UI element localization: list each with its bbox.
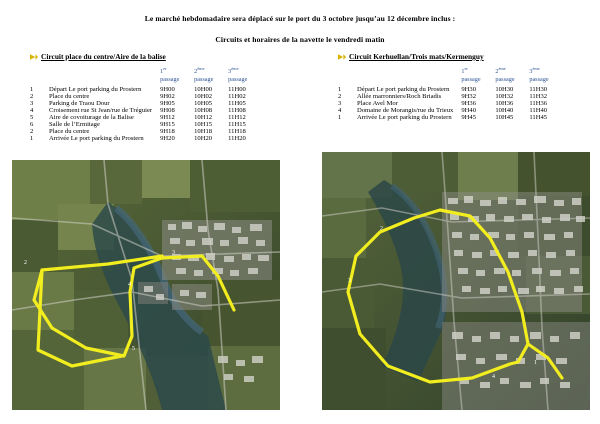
row-time-1: 9H40 <box>461 107 476 115</box>
row-time-1: 9H20 <box>160 135 175 143</box>
map-right <box>322 152 590 410</box>
row-time-2: 10H20 <box>194 135 213 143</box>
row-number: 1 <box>338 114 342 122</box>
schedule-table-right <box>338 66 563 121</box>
table-header-row <box>338 66 563 76</box>
header-passage-3-ord: 3ème <box>228 66 239 76</box>
row-number: 1 <box>30 86 34 94</box>
row-time-1: 9H18 <box>160 128 175 136</box>
map-marker-label: 3 <box>172 250 175 256</box>
row-number: 2 <box>30 128 34 136</box>
row-stop: Place du centre <box>49 128 90 136</box>
header-passage-3-word: passage <box>228 76 248 84</box>
map-marker-label: 1 <box>534 360 537 366</box>
header-passage-3-word: passage <box>529 76 549 84</box>
table-row <box>30 128 262 135</box>
row-time-2: 10H05 <box>194 100 213 108</box>
row-time-3: 11H32 <box>529 93 548 101</box>
row-number: 4 <box>338 107 342 115</box>
row-time-3: 11H05 <box>228 100 246 108</box>
circuit-right-heading <box>338 52 588 61</box>
row-time-2: 10H02 <box>194 93 213 101</box>
row-time-2: 10H30 <box>495 86 514 94</box>
row-stop: Arrivée Le port parking du Prostern <box>49 135 144 143</box>
table-row <box>30 107 262 114</box>
row-time-1: 9H30 <box>461 86 476 94</box>
arrow-right-icon <box>30 53 38 61</box>
row-stop: Salle de l’Ermitage <box>49 121 100 129</box>
row-time-3: 11H02 <box>228 93 246 101</box>
header-passage-2-word: passage <box>194 76 214 84</box>
row-stop: Départ Le port parking du Prostern <box>49 86 142 94</box>
map-marker-label: 4 <box>128 282 131 288</box>
table-header-row <box>30 66 262 76</box>
row-time-2: 10H18 <box>194 128 213 136</box>
schedule-left <box>30 52 285 142</box>
row-time-2: 10H12 <box>194 114 213 122</box>
row-time-3: 11H36 <box>529 100 548 108</box>
header-passage-1-word: passage <box>160 76 180 84</box>
map-marker-label: 2 <box>380 226 383 232</box>
table-header-row-word <box>338 76 563 84</box>
row-stop: Arrivée Le port parking du Prostern <box>357 114 452 122</box>
schedules-container <box>0 52 600 147</box>
table-row <box>338 107 563 114</box>
schedule-right <box>338 52 588 121</box>
row-time-2: 10H40 <box>495 107 514 115</box>
map-marker-label: 3 <box>348 278 351 284</box>
row-time-3: 11H08 <box>228 107 246 115</box>
row-stop: Place Avel Mor <box>357 100 398 108</box>
row-time-1: 9H08 <box>160 107 175 115</box>
row-number: 4 <box>30 107 34 115</box>
row-time-1: 9H15 <box>160 121 175 129</box>
row-number: 6 <box>30 121 34 129</box>
header-passage-3-ord: 3ème <box>529 66 540 76</box>
header-passage-2-ord: 2ème <box>495 66 506 76</box>
row-time-3: 11H30 <box>529 86 548 94</box>
row-time-1: 9H00 <box>160 86 175 94</box>
table-row <box>30 100 262 107</box>
row-time-1: 9H12 <box>160 114 175 122</box>
header-passage-1-ord: 1er <box>160 66 167 76</box>
row-stop: Domaine de Morangis/rue du Trieux <box>357 107 454 115</box>
page-title: Le marché hebdomadaire sera déplacé sur le port du 3 octobre jusqu’au 12 décembre inclus : <box>144 14 456 23</box>
row-time-3: 11H12 <box>228 114 246 122</box>
row-time-3: 11H15 <box>228 121 246 129</box>
row-time-2: 10H15 <box>194 121 213 129</box>
circuit-left-heading <box>30 52 285 61</box>
row-number: 1 <box>338 86 342 94</box>
row-time-2: 10H45 <box>495 114 514 122</box>
row-stop: Place du centre <box>49 93 90 101</box>
row-stop: Aire de covoiturage de la Balise <box>49 114 134 122</box>
row-time-3: 11H40 <box>529 107 548 115</box>
map-left-image <box>12 160 280 410</box>
table-row <box>30 121 262 128</box>
row-time-2: 10H00 <box>194 86 213 94</box>
map-marker-label: 2 <box>24 260 27 266</box>
map-right-image <box>322 152 590 410</box>
table-row <box>30 135 262 142</box>
schedule-table-left <box>30 66 262 142</box>
table-row <box>338 100 563 107</box>
header-passage-2-ord: 2ème <box>194 66 205 76</box>
table-row <box>338 93 563 100</box>
row-stop: Départ Le port parking du Prostern <box>357 86 450 94</box>
circuit-right-title: Circuit Kerhuellan/Trois mats/Kermenguy <box>349 52 484 61</box>
map-marker-label: 5 <box>132 346 135 352</box>
row-number: 2 <box>338 93 342 101</box>
map-left <box>12 160 280 410</box>
row-time-1: 9H05 <box>160 100 175 108</box>
row-stop: Croisement rue St Jean/rue de Tréguier <box>49 107 153 115</box>
row-time-1: 9H45 <box>461 114 476 122</box>
row-time-3: 11H45 <box>529 114 548 122</box>
row-time-1: 9H32 <box>461 93 476 101</box>
row-number: 1 <box>30 135 34 143</box>
row-time-3: 11H18 <box>228 128 246 136</box>
row-time-1: 9H36 <box>461 100 476 108</box>
row-number: 3 <box>338 100 342 108</box>
row-time-2: 10H32 <box>495 93 514 101</box>
row-time-3: 11H00 <box>228 86 246 94</box>
row-time-3: 11H20 <box>228 135 246 143</box>
row-number: 2 <box>30 93 34 101</box>
table-row <box>30 86 262 93</box>
row-number: 5 <box>30 114 34 122</box>
header-passage-1-word: passage <box>461 76 481 84</box>
table-row <box>338 114 563 121</box>
row-time-1: 9H02 <box>160 93 175 101</box>
document-title-block <box>0 0 600 44</box>
table-row <box>338 86 563 93</box>
arrow-right-icon <box>338 53 346 61</box>
page-subtitle: Circuits et horaires de la navette le vendredi matin <box>215 35 385 44</box>
row-time-2: 10H36 <box>495 100 514 108</box>
circuit-left-title: Circuit place du centre/Aire de la balise <box>41 52 166 61</box>
row-time-2: 10H08 <box>194 107 213 115</box>
header-passage-2-word: passage <box>495 76 515 84</box>
header-passage-1-ord: 1er <box>461 66 468 76</box>
row-stop: Allée marronniers/Roch Briadis <box>357 93 442 101</box>
row-stop: Parking de Traou Dour <box>49 100 110 108</box>
map-marker-label: 4 <box>492 374 495 380</box>
table-row <box>30 93 262 100</box>
table-header-row-word <box>30 76 262 84</box>
table-row <box>30 114 262 121</box>
row-number: 3 <box>30 100 34 108</box>
